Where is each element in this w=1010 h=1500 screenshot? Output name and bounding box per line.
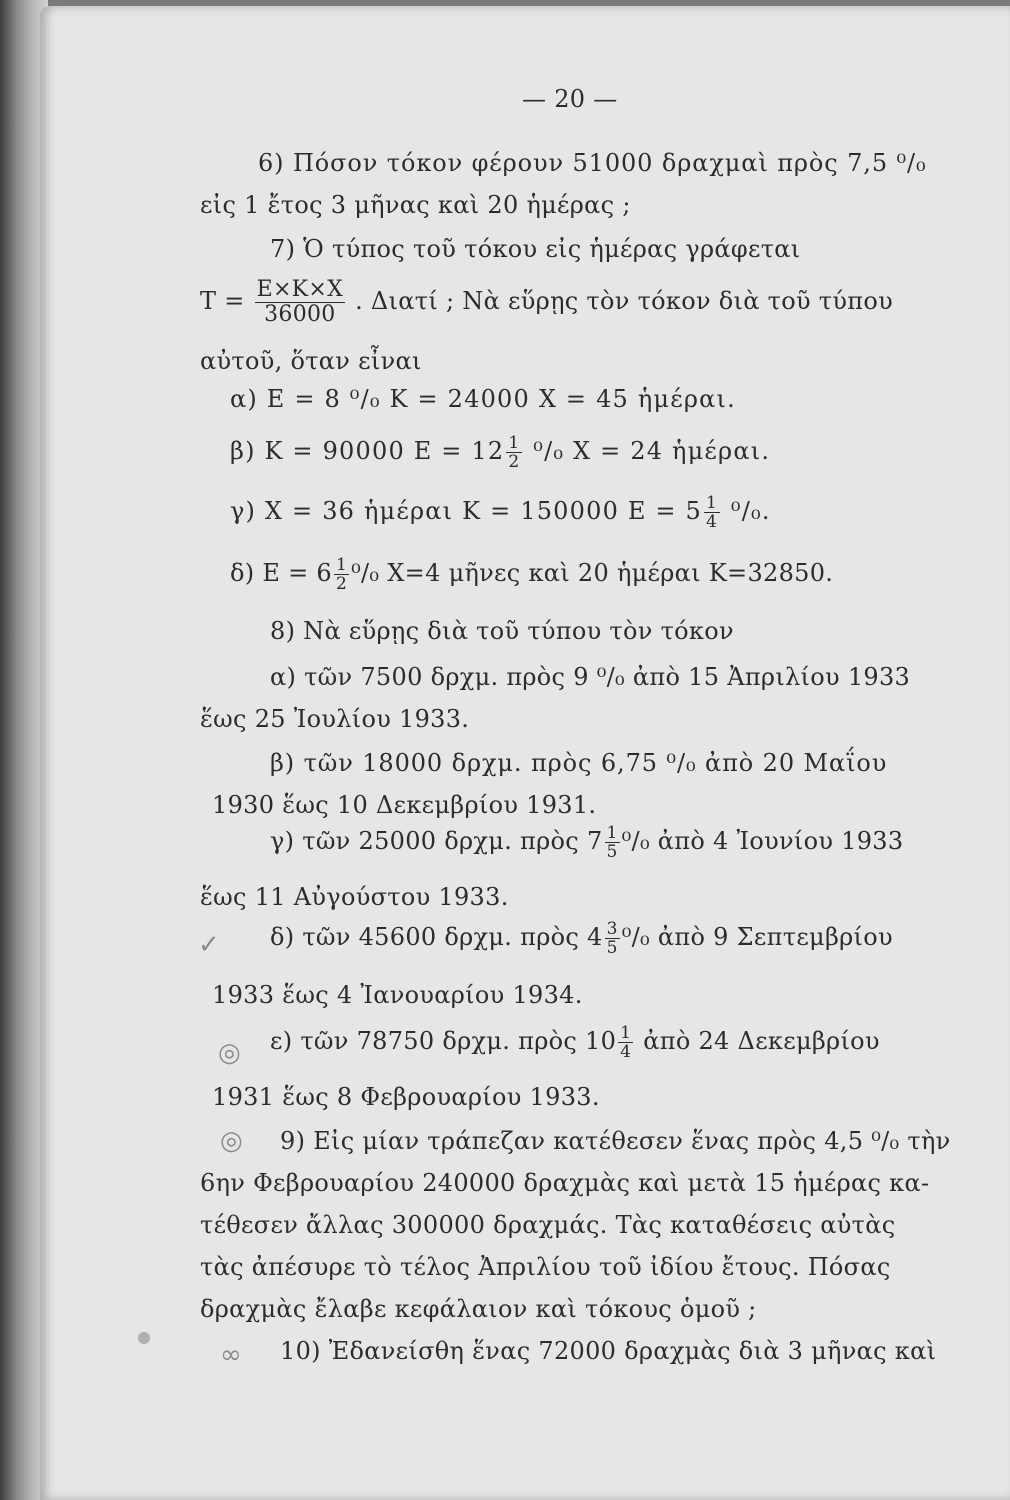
frac-num: 3 bbox=[606, 919, 618, 939]
problem-8-delta-1 bbox=[270, 920, 893, 957]
problem-8-epsilon-1 bbox=[270, 1024, 880, 1061]
problem-8-alpha-1: α) τῶν 7500 δρχμ. πρὸς 9 ⁰/₀ ἀπὸ 15 Ἀπριλίου 1933 bbox=[270, 663, 911, 691]
problem-8-epsilon-2: 1931 ἕως 8 Φεβρουαρίου 1933. bbox=[212, 1083, 600, 1111]
case-beta-text-b: ⁰/₀ X = 24 ἡμέραι. bbox=[533, 437, 771, 465]
fraction-one-quarter bbox=[618, 1024, 633, 1061]
problem-9-line-5: δραχμὰς ἔλαβε κεφάλαιον καὶ τόκους ὁμοῦ ; bbox=[200, 1295, 757, 1323]
frac-den: 5 bbox=[606, 938, 618, 958]
formula-fraction bbox=[255, 278, 346, 327]
problem-6-line-2: εἰς 1 ἔτος 3 μῆνας καὶ 20 ἡμέρας ; bbox=[200, 191, 631, 219]
fraction-one-quarter bbox=[704, 494, 720, 531]
case-gamma-text-a: γ) X = 36 ἡμέραι K = 150000 E = 5 bbox=[230, 497, 703, 525]
formula-numerator: E×K×X bbox=[256, 277, 344, 302]
page-number: — 20 — bbox=[522, 85, 618, 113]
frac-den: 5 bbox=[606, 842, 618, 862]
gamma-text-a: γ) τῶν 25000 δρχμ. πρὸς 7 bbox=[270, 827, 603, 855]
frac-num: 1 bbox=[508, 433, 521, 453]
problem-8-beta-2: 1930 ἕως 10 Δεκεμβρίου 1931. bbox=[212, 791, 597, 819]
formula-denominator: 36000 bbox=[264, 302, 336, 327]
formula-lhs: T = bbox=[200, 287, 245, 315]
problem-7-line-3: αὐτοῦ, ὅταν εἶναι bbox=[200, 347, 422, 375]
frac-num: 1 bbox=[336, 555, 348, 575]
gamma-text-b: ⁰/₀ ἀπὸ 4 Ἰουνίου 1933 bbox=[621, 827, 904, 855]
pencil-scribble-icon: ∞ bbox=[220, 1340, 242, 1370]
problem-8-gamma-2: ἕως 11 Αὐγούστου 1933. bbox=[200, 883, 509, 911]
fraction-three-fifths bbox=[605, 920, 620, 957]
case-beta bbox=[230, 434, 770, 471]
problem-6-line-1: 6) Πόσον τόκον φέρουν 51000 δραχμαὶ πρὸς 7,5 ⁰/₀ bbox=[258, 149, 927, 177]
case-gamma-text-b: ⁰/₀. bbox=[730, 497, 771, 525]
delta-text-a: δ) τῶν 45600 δρχμ. πρὸς 4 bbox=[270, 923, 603, 951]
problem-9-line-1: 9) Εἰς μίαν τράπεζαν κατέθεσεν ἕνας πρὸς 4,5 ⁰/₀ τὴν bbox=[280, 1127, 951, 1155]
problem-9-line-4: τὰς ἀπέσυρε τὸ τέλος Ἀπριλίου τοῦ ἰδίου ἔτους. Πόσας bbox=[200, 1253, 891, 1281]
case-alpha: α) E = 8 ⁰/₀ K = 24000 X = 45 ἡμέραι. bbox=[230, 385, 737, 413]
book-page bbox=[40, 6, 1010, 1500]
case-gamma bbox=[230, 494, 771, 531]
problem-9-line-2: 6ην Φεβρουαρίου 240000 δραχμὰς καὶ μετὰ 15 ἡμέρας κα- bbox=[200, 1169, 930, 1197]
pencil-circle-icon: ◎ bbox=[218, 1038, 241, 1068]
frac-num: 1 bbox=[620, 1023, 632, 1043]
problem-8-line-1: 8) Νὰ εὕρῃς διὰ τοῦ τύπου τὸν τόκον bbox=[270, 617, 734, 645]
frac-den: 4 bbox=[706, 512, 719, 532]
fraction-one-half bbox=[506, 434, 522, 471]
frac-num: 1 bbox=[606, 823, 618, 843]
pencil-mark-icon: ✓ bbox=[198, 930, 220, 960]
interest-formula bbox=[200, 278, 893, 327]
problem-7-line-1: 7) Ὁ τύπος τοῦ τόκου εἰς ἡμέρας γράφεται bbox=[270, 235, 801, 263]
frac-num: 1 bbox=[706, 493, 719, 513]
fraction-one-fifth bbox=[605, 824, 620, 861]
problem-8-gamma-1 bbox=[270, 824, 903, 861]
fraction-one-half bbox=[334, 556, 349, 593]
case-beta-text-a: β) K = 90000 E = 12 bbox=[230, 437, 505, 465]
case-delta-text-a: δ) E = 6 bbox=[230, 559, 332, 587]
frac-den: 2 bbox=[336, 574, 348, 594]
problem-8-delta-2: 1933 ἕως 4 Ἰανουαρίου 1934. bbox=[212, 981, 583, 1009]
problem-9-line-3: τέθεσεν ἄλλας 300000 δραχμάς. Τὰς καταθέσεις αὐτὰς bbox=[200, 1211, 896, 1239]
formula-text: . Διατί ; Νὰ εὕρῃς τὸν τόκον διὰ τοῦ τύπου bbox=[355, 287, 893, 315]
frac-den: 2 bbox=[508, 452, 521, 472]
epsilon-text-a: ε) τῶν 78750 δρχμ. πρὸς 10 bbox=[270, 1027, 617, 1055]
problem-8-beta-1: β) τῶν 18000 δρχμ. πρὸς 6,75 ⁰/₀ ἀπὸ 20 Μαΐου bbox=[270, 749, 888, 777]
frac-den: 4 bbox=[620, 1042, 632, 1062]
pencil-circle-icon: ◎ bbox=[220, 1126, 243, 1156]
case-delta-text-b: ⁰/₀ X=4 μῆνες καὶ 20 ἡμέραι K=32850. bbox=[351, 559, 834, 587]
paper-spot bbox=[138, 1332, 150, 1344]
problem-10-line-1: 10) Ἐδανείσθη ἕνας 72000 δραχμὰς διὰ 3 μῆνας καὶ bbox=[280, 1337, 937, 1365]
problem-8-alpha-2: ἕως 25 Ἰουλίου 1933. bbox=[200, 705, 470, 733]
delta-text-b: ⁰/₀ ἀπὸ 9 Σεπτεμβρίου bbox=[621, 923, 893, 951]
epsilon-text-b: ἀπὸ 24 Δεκεμβρίου bbox=[643, 1027, 880, 1055]
case-delta bbox=[230, 556, 833, 593]
